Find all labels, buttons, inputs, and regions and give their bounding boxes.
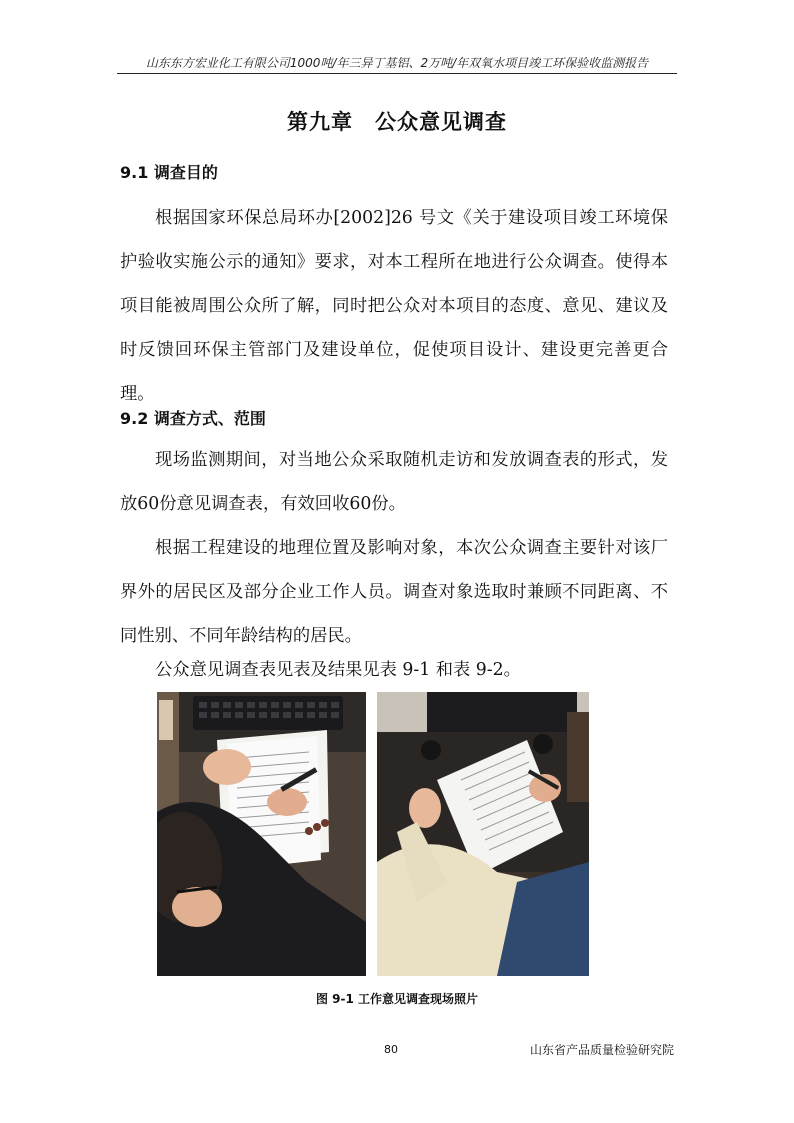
page-number: 80 xyxy=(384,1043,398,1056)
survey-photo-right xyxy=(377,692,589,976)
paragraph-9-1: 根据国家环保总局环办[2002]26 号文《关于建设项目竣工环境保护验收实施公示的通知》要求，对本工程所在地进行公众调查。使得本项目能被周围公众所了解，同时把公众对本项目的态度、意见、建议及时反馈回环保主管部门及建设单位，促使项目设计、建设更完善更合理。 xyxy=(120,208,668,404)
footer-institute: 山东省产品质量检验研究院 xyxy=(529,1043,674,1057)
paragraph-9-2-a: 现场监测期间，对当地公众采取随机走访和发放调查表的形式，发放60份意见调查表，有效回收60份。 xyxy=(120,450,668,514)
running-header: 山东东方宏业化工有限公司1000吨/年三异丁基铝、2万吨/年双氧水项目竣工环保验收监测报告 xyxy=(145,56,649,70)
survey-photo-left xyxy=(157,692,366,976)
paragraph-9-2-c: 公众意见调查表见表及结果见表 9-1 和表 9-2。 xyxy=(155,660,521,680)
section-heading-9-2: 9.2 调查方式、范围 xyxy=(120,409,266,428)
figure-caption: 图 9-1 工作意见调查现场照片 xyxy=(315,992,479,1006)
section-heading-9-1: 9.1 调查目的 xyxy=(120,163,218,182)
paragraph-9-2-b: 根据工程建设的地理位置及影响对象，本次公众调查主要针对该厂界外的居民区及部分企业工作人员。调查对象选取时兼顾不同距离、不同性别、不同年龄结构的居民。 xyxy=(120,538,668,646)
header-rule xyxy=(117,73,677,74)
chapter-title: 第九章 公众意见调查 xyxy=(287,110,507,134)
